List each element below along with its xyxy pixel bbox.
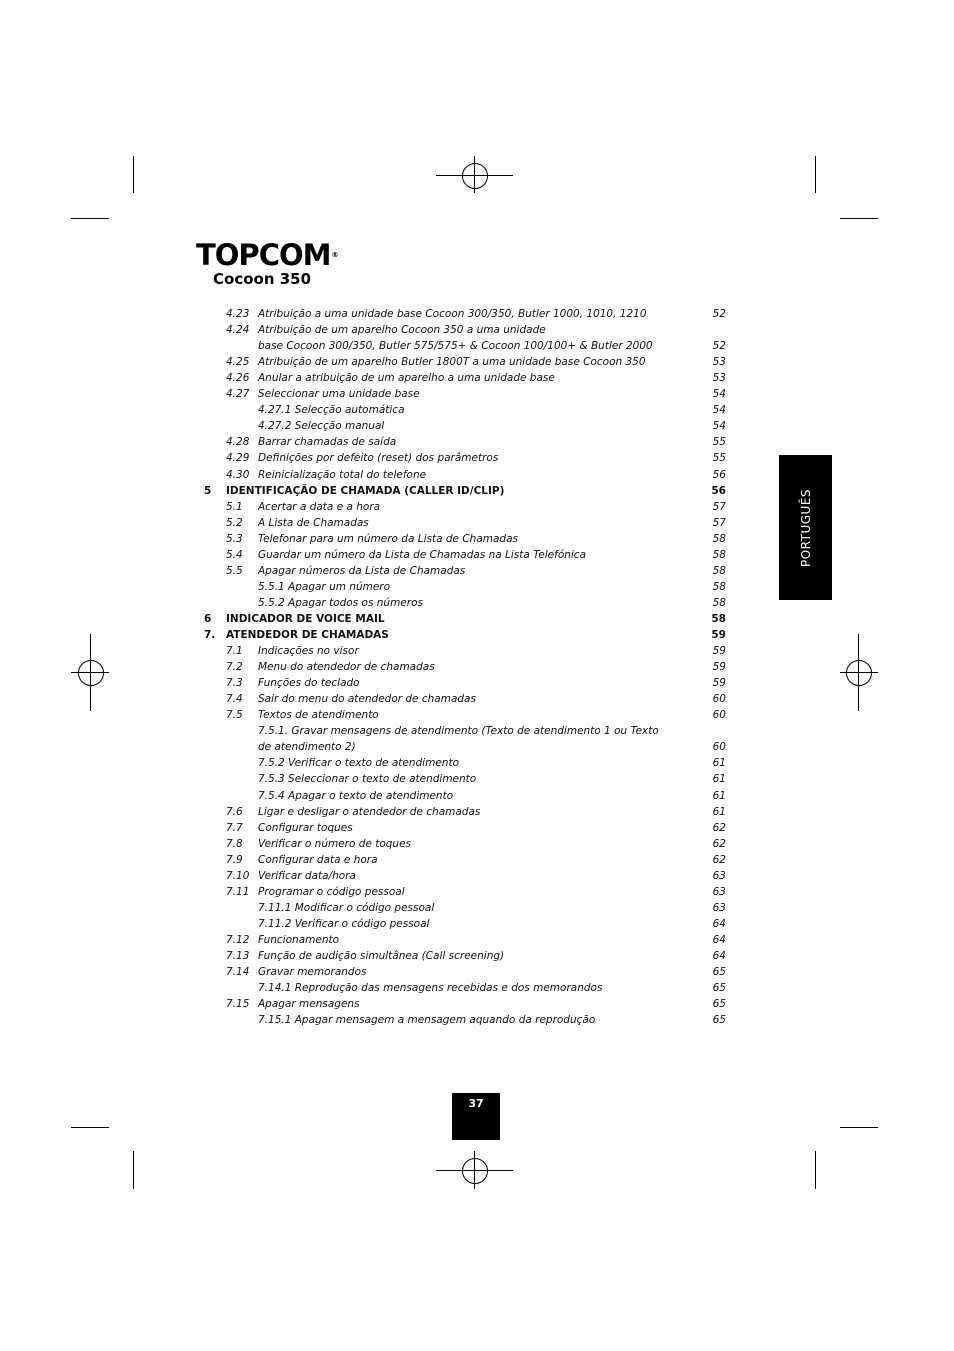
toc-entry-number: 5.4 <box>226 548 243 561</box>
toc-entry-title: Gravar memorandos <box>258 966 367 979</box>
toc-entry-page: 56 <box>711 484 726 497</box>
toc-entry-page: 63 <box>712 901 726 914</box>
toc-entry-page: 56 <box>712 468 726 481</box>
toc-entry-page: 59 <box>712 645 726 658</box>
toc-entry-title: Seleccionar uma unidade base <box>258 388 420 401</box>
toc-entry-title: Função de audição simultânea (Call screening) <box>258 950 505 962</box>
toc-entry <box>0 611 954 627</box>
toc-entry <box>0 370 954 386</box>
toc-entry-title: Atribuição de um aparelho Butler 1800T a uma unidade base Cocoon 350 <box>258 356 646 369</box>
toc-entry <box>0 659 954 675</box>
page-number-box <box>452 1093 500 1140</box>
toc-entry-title: 4.27.1 Selecção automática <box>258 404 405 417</box>
toc-entry-number: 7.10 <box>226 869 250 882</box>
toc-entry <box>0 338 954 354</box>
toc-entry-number: 7.12 <box>226 933 250 946</box>
toc-entry <box>0 820 954 836</box>
toc-entry-page: 59 <box>712 677 726 690</box>
toc-entry-title: Ligar e desligar o atendedor de chamadas <box>258 805 481 818</box>
toc-entry-title: Funções do teclado <box>258 677 360 690</box>
toc-entry-page: 60 <box>712 741 726 754</box>
toc-entry-number: 7.3 <box>226 677 243 690</box>
toc-entry <box>0 932 954 948</box>
toc-entry-title: INDICADOR DE VOICE MAIL <box>226 612 385 625</box>
toc-entry-number: 5 <box>204 484 212 497</box>
toc-entry-page: 61 <box>712 789 726 802</box>
toc-entry-title: IDENTIFICAÇÃO DE CHAMADA (CALLER ID/CLIP) <box>226 484 505 497</box>
toc-entry-page: 58 <box>712 596 726 609</box>
toc-entry-number: 7.6 <box>226 805 243 818</box>
toc-entry-title: 4.27.2 Selecção manual <box>258 420 385 433</box>
toc-entry-number: 4.30 <box>226 468 250 481</box>
toc-entry-number: 4.23 <box>226 308 250 320</box>
toc-entry <box>0 675 954 691</box>
toc-entry-number: 5.3 <box>226 532 243 545</box>
toc-entry-number: 7.4 <box>226 693 243 706</box>
toc-entry <box>0 852 954 868</box>
toc-entry-title: Sair do menu do atendedor de chamadas <box>258 693 476 706</box>
toc-entry <box>0 996 954 1012</box>
toc-entry-number: 4.28 <box>226 436 250 449</box>
page-number: 37 <box>468 1097 484 1110</box>
toc-entry-number: 7.2 <box>226 661 243 674</box>
toc-entry-page: 65 <box>712 998 726 1011</box>
toc-entry-page: 58 <box>711 612 726 625</box>
brand-logo <box>196 240 337 288</box>
toc-entry <box>0 739 954 755</box>
toc-entry-number: 7.7 <box>226 821 243 834</box>
brand-name: TOPCOM <box>196 238 331 272</box>
toc-entry-title: 7.5.1. Gravar mensagens de atendimento (Texto de atendimento 1 ou Texto <box>258 725 659 738</box>
toc-entry <box>0 868 954 884</box>
toc-entry-title: Funcionamento <box>258 933 340 946</box>
toc-entry-number: 6 <box>204 612 212 625</box>
toc-entry <box>0 948 954 964</box>
toc-entry-number: 4.24 <box>226 324 250 337</box>
toc-entry-number: 7.8 <box>226 837 243 850</box>
toc-entry-page: 52 <box>712 308 726 320</box>
toc-entry <box>0 916 954 932</box>
toc-entry-page: 53 <box>712 356 726 369</box>
model-name: Cocoon 350 <box>213 270 312 288</box>
toc-entry-title: A Lista de Chamadas <box>258 516 369 529</box>
toc-entry-number: 7.1 <box>226 645 243 658</box>
toc-entry-page: 62 <box>712 853 726 866</box>
toc-entry <box>0 643 954 659</box>
toc-entry-page: 59 <box>712 661 726 674</box>
toc-entry-page: 60 <box>712 709 726 722</box>
toc-entry-page: 54 <box>712 388 726 401</box>
toc-entry-title: 7.5.2 Verificar o texto de atendimento <box>258 757 459 770</box>
toc-entry <box>0 707 954 723</box>
toc-entry-page: 58 <box>712 532 726 545</box>
toc-entry <box>0 836 954 852</box>
toc-entry-number: 7. <box>204 629 216 641</box>
toc-entry <box>0 691 954 707</box>
toc-entry-page: 61 <box>712 757 726 770</box>
toc-entry <box>0 1012 954 1028</box>
toc-entry-title: Verificar o número de toques <box>258 837 411 850</box>
toc-entry-title: Indicações no visor <box>258 645 359 658</box>
toc-entry-number: 5.5 <box>226 564 243 577</box>
toc-entry-title: Guardar um número da Lista de Chamadas na Lista Telefónica <box>258 548 587 561</box>
toc-entry-title: Barrar chamadas de saída <box>258 436 397 449</box>
toc-entry <box>0 627 954 643</box>
toc-entry-page: 58 <box>712 564 726 577</box>
toc-entry <box>0 771 954 787</box>
toc-entry-page: 53 <box>712 372 726 385</box>
toc-entry-page: 58 <box>712 548 726 561</box>
toc-entry-number: 7.14 <box>226 966 250 979</box>
toc-entry <box>0 723 954 739</box>
toc-entry-number: 4.27 <box>226 388 250 401</box>
toc-entry-page: 60 <box>712 693 726 706</box>
toc-entry-number: 4.29 <box>226 452 250 465</box>
toc-entry-title: Telefonar para um número da Lista de Chamadas <box>258 532 518 545</box>
toc-entry <box>0 884 954 900</box>
toc-entry-number: 7.15 <box>226 998 250 1011</box>
toc-entry-page: 65 <box>712 1014 726 1027</box>
toc-entry-page: 54 <box>712 420 726 433</box>
toc-entry <box>0 322 954 338</box>
toc-entry-title: Definições por defeito (reset) dos parâmetros <box>258 452 499 465</box>
toc-entry-number: 7.9 <box>226 853 243 866</box>
toc-entry-title: Configurar data e hora <box>258 853 378 866</box>
toc-entry <box>0 402 954 418</box>
language-tab <box>779 455 832 600</box>
toc-entry <box>0 900 954 916</box>
toc-entry-title: Configurar toques <box>258 821 353 834</box>
toc-entry-title: Verificar data/hora <box>258 869 356 882</box>
toc-entry-title: Programar o código pessoal <box>258 885 405 898</box>
toc-entry-title: 5.5.1 Apagar um número <box>258 580 391 593</box>
toc-entry-page: 58 <box>712 580 726 593</box>
toc-entry-page: 61 <box>712 773 726 786</box>
toc-entry-page: 63 <box>712 885 726 898</box>
toc-entry-title: Acertar a data e a hora <box>258 500 381 513</box>
toc-entry-title: Anular a atribuição de um aparelho a uma unidade base <box>258 372 555 385</box>
toc-entry <box>0 755 954 771</box>
toc-entry <box>0 354 954 370</box>
toc-entry-title: Atribuição de um aparelho Cocoon 350 a uma unidade <box>258 324 546 337</box>
toc-entry-title: 7.11.1 Modificar o código pessoal <box>258 901 435 914</box>
registered-mark: ® <box>331 251 338 259</box>
toc-entry-number: 7.13 <box>226 950 250 962</box>
toc-entry-number: 7.11 <box>226 885 250 898</box>
toc-entry-page: 64 <box>712 917 726 930</box>
toc-entry <box>0 386 954 402</box>
toc-entry-page: 59 <box>711 629 726 641</box>
toc-entry-page: 62 <box>712 821 726 834</box>
toc-entry-title: 7.5.4 Apagar o texto de atendimento <box>258 789 454 802</box>
toc-entry-page: 64 <box>712 950 726 962</box>
language-tab-label: PORTUGUÊS <box>798 488 813 567</box>
toc-entry-number: 5.1 <box>226 500 243 513</box>
toc-entry-title: 7.5.3 Seleccionar o texto de atendimento <box>258 773 477 786</box>
toc-entry-number: 5.2 <box>226 516 243 529</box>
toc-entry-title: Atribuição a uma unidade base Cocoon 300/350, Butler 1000, 1010, 1210 <box>258 308 647 320</box>
toc-entry <box>0 980 954 996</box>
toc-entry-page: 55 <box>712 452 726 465</box>
toc-entry-title: Apagar números da Lista de Chamadas <box>258 564 466 577</box>
toc-entry-title: Reinicialização total do telefone <box>258 468 427 481</box>
toc-entry <box>0 434 954 450</box>
toc-entry-title: de atendimento 2) <box>258 741 356 754</box>
toc-entry-title: base Cocoon 300/350, Butler 575/575+ & Cocoon 100/100+ & Butler 2000 <box>258 340 653 353</box>
toc-entry-number: 4.25 <box>226 356 250 369</box>
toc-entry <box>0 964 954 980</box>
toc-entry <box>0 418 954 434</box>
toc-entry-page: 61 <box>712 805 726 818</box>
toc-entry <box>0 306 954 322</box>
toc-entry-page: 63 <box>712 869 726 882</box>
toc-entry-title: ATENDEDOR DE CHAMADAS <box>226 629 389 641</box>
toc-entry-page: 57 <box>712 516 726 529</box>
toc-entry-page: 62 <box>712 837 726 850</box>
toc-entry-title: 7.14.1 Reprodução das mensagens recebidas e dos memorandos <box>258 982 603 995</box>
toc-entry-page: 57 <box>712 500 726 513</box>
toc-entry-page: 54 <box>712 404 726 417</box>
toc-entry <box>0 788 954 804</box>
brand-wordmark <box>196 240 337 270</box>
toc-entry-title: 5.5.2 Apagar todos os números <box>258 596 423 609</box>
toc-entry-page: 65 <box>712 982 726 995</box>
toc-entry-title: Apagar mensagens <box>258 998 360 1011</box>
toc-entry-number: 4.26 <box>226 372 250 385</box>
toc-entry-page: 64 <box>712 933 726 946</box>
toc-entry-number: 7.5 <box>226 709 243 722</box>
toc-entry-title: 7.11.2 Verificar o código pessoal <box>258 917 430 930</box>
toc-entry-title: Textos de atendimento <box>258 709 379 722</box>
toc-entry-title: 7.15.1 Apagar mensagem a mensagem aquando da reprodução <box>258 1014 596 1027</box>
toc-entry-page: 52 <box>712 340 726 353</box>
toc-entry <box>0 804 954 820</box>
toc-entry-page: 55 <box>712 436 726 449</box>
toc-entry-page: 65 <box>712 966 726 979</box>
toc-entry-title: Menu do atendedor de chamadas <box>258 661 435 674</box>
